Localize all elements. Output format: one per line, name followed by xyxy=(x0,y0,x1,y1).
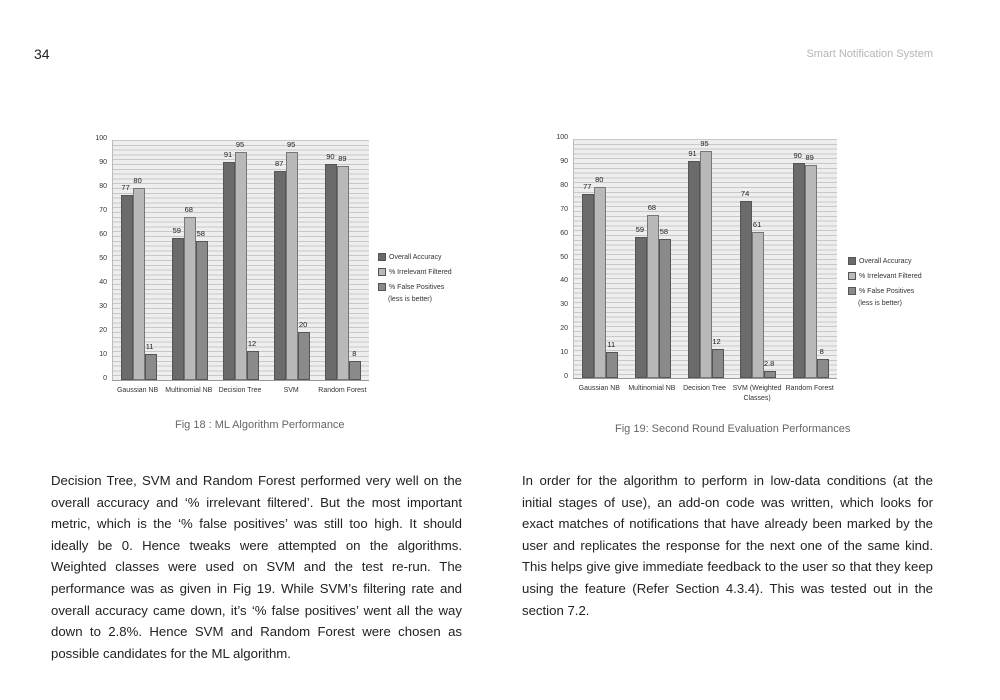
bar-overall-accuracy xyxy=(793,163,805,378)
legend-item xyxy=(848,284,922,299)
data-label: 89 xyxy=(338,154,347,164)
legend-label: Overall Accuracy xyxy=(859,258,912,265)
data-label: 8 xyxy=(819,346,824,356)
y-tick-label: 10 xyxy=(560,349,568,357)
y-tick-label: 60 xyxy=(99,231,107,238)
y-tick-label: 70 xyxy=(560,205,568,213)
bar--irrelevant-filtered xyxy=(594,187,606,378)
legend-swatch-icon xyxy=(848,257,856,265)
legend-item xyxy=(848,269,922,284)
data-label: 95 xyxy=(287,140,296,149)
y-tick-label: 80 xyxy=(560,181,568,189)
fig19-caption: Fig 19: Second Round Evaluation Performances xyxy=(615,423,851,435)
y-tick-label: 0 xyxy=(103,375,107,382)
x-axis-label: SVM xyxy=(283,387,299,394)
data-label: 11 xyxy=(145,341,154,351)
y-tick-label: 40 xyxy=(560,277,568,285)
data-label: 61 xyxy=(752,220,762,230)
y-tick-label: 60 xyxy=(560,229,568,237)
bar--irrelevant-filtered xyxy=(647,215,659,378)
data-label: 59 xyxy=(172,226,181,236)
y-tick-label: 0 xyxy=(564,373,568,380)
x-axis-label: Multinomial NB xyxy=(628,385,676,392)
body-paragraph-right: In order for the algorithm to perform in low-data conditions (at the initial stages of use), an add-on code was written, which looks for exact matches of notifications that have already been marked by the user and replicates the response for the next one of the same kind. This helps give give immediate feedback to the user so that they keep using the feature (Refer Section 4.3.4). This was tested out in the section 7.2. xyxy=(522,473,933,618)
bar--false-positives-less-is-better xyxy=(712,349,724,378)
data-label: 80 xyxy=(595,174,604,184)
x-axis-label: Decision Tree xyxy=(683,385,726,392)
data-label: 2.8 xyxy=(763,359,775,369)
legend-note: (less is better) xyxy=(858,300,902,307)
y-tick-label: 100 xyxy=(556,134,568,141)
y-tick-label: 70 xyxy=(99,207,107,214)
data-label: 58 xyxy=(659,227,669,237)
data-label: 77 xyxy=(583,181,592,191)
bar--false-positives-less-is-better xyxy=(764,371,776,378)
data-label: 89 xyxy=(805,153,814,163)
bar-overall-accuracy xyxy=(635,237,647,378)
data-label: 90 xyxy=(326,152,335,161)
bar--false-positives-less-is-better xyxy=(606,352,618,378)
legend-label: % False Positives xyxy=(389,284,445,291)
running-header-title: Smart Notification System xyxy=(806,48,933,60)
legend-label: Overall Accuracy xyxy=(389,254,442,261)
legend-label: % Irrelevant Filtered xyxy=(859,273,922,280)
legend-item xyxy=(848,254,922,269)
y-tick-label: 10 xyxy=(99,351,107,358)
data-label: 11 xyxy=(607,339,616,349)
y-tick-label: 100 xyxy=(95,135,107,142)
bar--false-positives-less-is-better xyxy=(659,239,671,378)
x-axis-label: Multinomial NB xyxy=(165,387,213,394)
data-label: 8 xyxy=(352,348,357,358)
body-paragraph-left: Decision Tree, SVM and Random Forest performed very well on the overall accuracy and ‘% irrelevant filtered’. But the most important metric, which is the ‘% false positives’ was still too high. It should ideally be 0. Hence tweaks were attempted on the algorithms. Weighted classes were used on SVM and the test re-run. The performance was as given in Fig 19. While SVM’s filtering rate and overall accuracy came down, it’s ‘% false positives’ went all the way down to 2.8%. Hence SVM and Random Forest were chosen as possible candidates for the ML algorithm. xyxy=(51,473,462,661)
y-tick-label: 20 xyxy=(99,327,107,334)
y-tick-label: 20 xyxy=(560,325,568,333)
y-tick-label: 50 xyxy=(99,255,107,262)
legend-swatch-icon xyxy=(848,272,856,280)
data-label: 12 xyxy=(712,337,721,347)
page-number: 34 xyxy=(34,46,50,62)
data-label: 80 xyxy=(133,176,142,185)
y-tick-label: 50 xyxy=(560,253,568,261)
data-label: 90 xyxy=(793,150,802,160)
data-label: 91 xyxy=(688,148,697,158)
bar-overall-accuracy xyxy=(582,194,594,378)
data-label: 87 xyxy=(275,159,284,169)
y-tick-label: 90 xyxy=(99,159,107,166)
y-tick-label: 80 xyxy=(99,183,107,190)
fig18-caption: Fig 18 : ML Algorithm Performance xyxy=(175,419,345,431)
legend-note: (less is better) xyxy=(388,296,432,303)
x-axis-label: Random Forest xyxy=(318,387,367,394)
data-label: 74 xyxy=(740,189,750,199)
x-axis-label: Gaussian NB xyxy=(116,387,159,394)
data-label: 68 xyxy=(647,203,657,213)
data-label: 95 xyxy=(235,140,245,149)
y-tick-label: 90 xyxy=(560,157,568,165)
data-label: 59 xyxy=(635,224,645,234)
x-axis-label: Gaussian NB xyxy=(578,385,620,392)
bar--false-positives-less-is-better xyxy=(817,359,829,378)
bar--irrelevant-filtered xyxy=(752,232,764,378)
data-label: 68 xyxy=(184,204,193,214)
data-label: 77 xyxy=(121,183,130,193)
data-label: 58 xyxy=(196,228,205,238)
legend-swatch-icon xyxy=(848,287,856,295)
y-tick-label: 30 xyxy=(560,301,568,309)
x-axis-label: Random Forest xyxy=(785,385,834,392)
data-label: 95 xyxy=(700,138,709,148)
x-axis-label: SVM (Weighted Classes) xyxy=(732,385,782,402)
data-label: 12 xyxy=(247,339,257,349)
y-tick-label: 30 xyxy=(99,303,107,310)
data-label: 91 xyxy=(223,149,233,159)
chart-legend xyxy=(848,254,922,308)
x-axis-label: Decision Tree xyxy=(218,387,262,394)
legend-label: % False Positives xyxy=(859,288,915,295)
y-tick-label: 40 xyxy=(99,279,107,286)
legend-label: % Irrelevant Filtered xyxy=(389,269,452,276)
bar-overall-accuracy xyxy=(688,161,700,378)
data-label: 20 xyxy=(299,320,308,329)
